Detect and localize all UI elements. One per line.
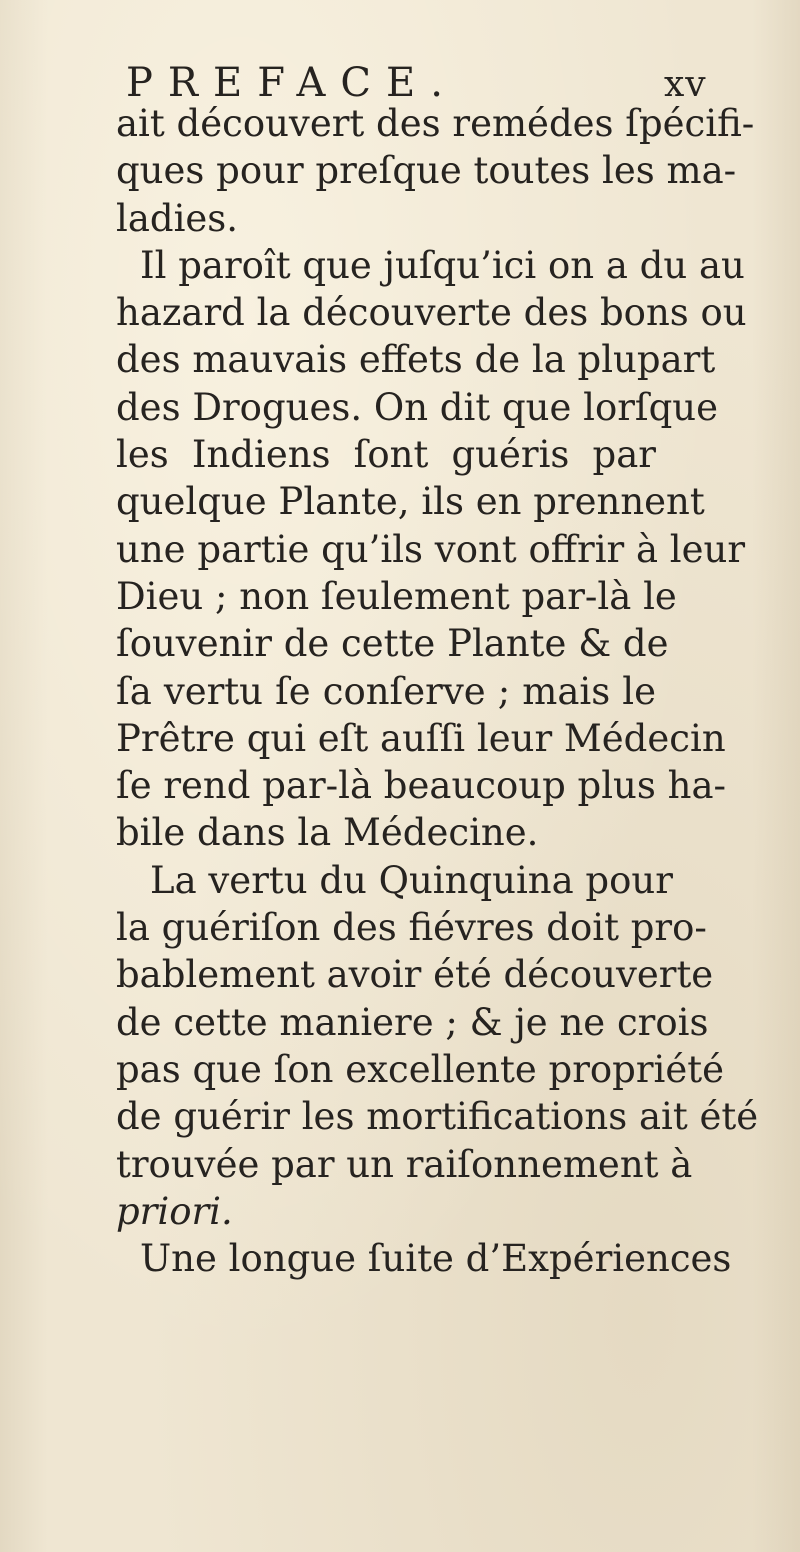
text-line: trouvée par un raiſonnement à — [116, 1142, 693, 1186]
text-line: des Drogues. On dit que lorſque — [116, 385, 719, 429]
text-line: la guériſon des fiévres doit pro- — [116, 906, 707, 950]
text-line: bile dans la Médecine. — [116, 811, 539, 855]
page-number: xv — [664, 64, 707, 105]
text-line: ait découvert des remédes ſpécifi- — [116, 102, 755, 145]
body-text — [116, 100, 759, 1282]
text-line: ſa vertu ſe conſerve ; mais le — [116, 669, 656, 713]
text-line: pas que ſon excellente propriété — [116, 1047, 725, 1091]
text-line: une partie qu’ils vont offrir à leur — [116, 527, 746, 571]
text-line: les Indiens ſont guéris par — [116, 433, 656, 477]
running-title: PREFACE. — [126, 60, 458, 106]
text-line: ſe rend par-là beaucoup plus ha- — [116, 764, 727, 808]
text-line: bablement avoir été découverte — [116, 953, 714, 997]
paragraph-start-line: La vertu du Quinquina pour — [150, 858, 673, 902]
text-line: Dieu ; non ſeulement par-là le — [116, 574, 677, 618]
text-line: ſouvenir de cette Plante & de — [116, 622, 669, 666]
text-line: hazard la découverte des bons ou — [116, 291, 747, 335]
text-line: de cette maniere ; & je ne crois — [116, 1000, 709, 1044]
text-line: de guérir les mortifications ait été — [116, 1095, 759, 1139]
text-line: ladies. — [116, 196, 239, 240]
text-line: Prêtre qui eſt auſſi leur Médecin — [116, 716, 726, 760]
text-line: ques pour preſque toutes les ma- — [116, 149, 737, 193]
paragraph-start-line: Une longue ſuite d’Expériences — [140, 1237, 732, 1281]
paragraph-start-line: Il paroît que juſqu’ici on a du au — [140, 243, 745, 287]
text-line: des mauvais effets de la plupart — [116, 338, 716, 382]
italic-text-line: priori. — [116, 1189, 233, 1233]
text-line: quelque Plante, ils en prennent — [116, 480, 705, 524]
